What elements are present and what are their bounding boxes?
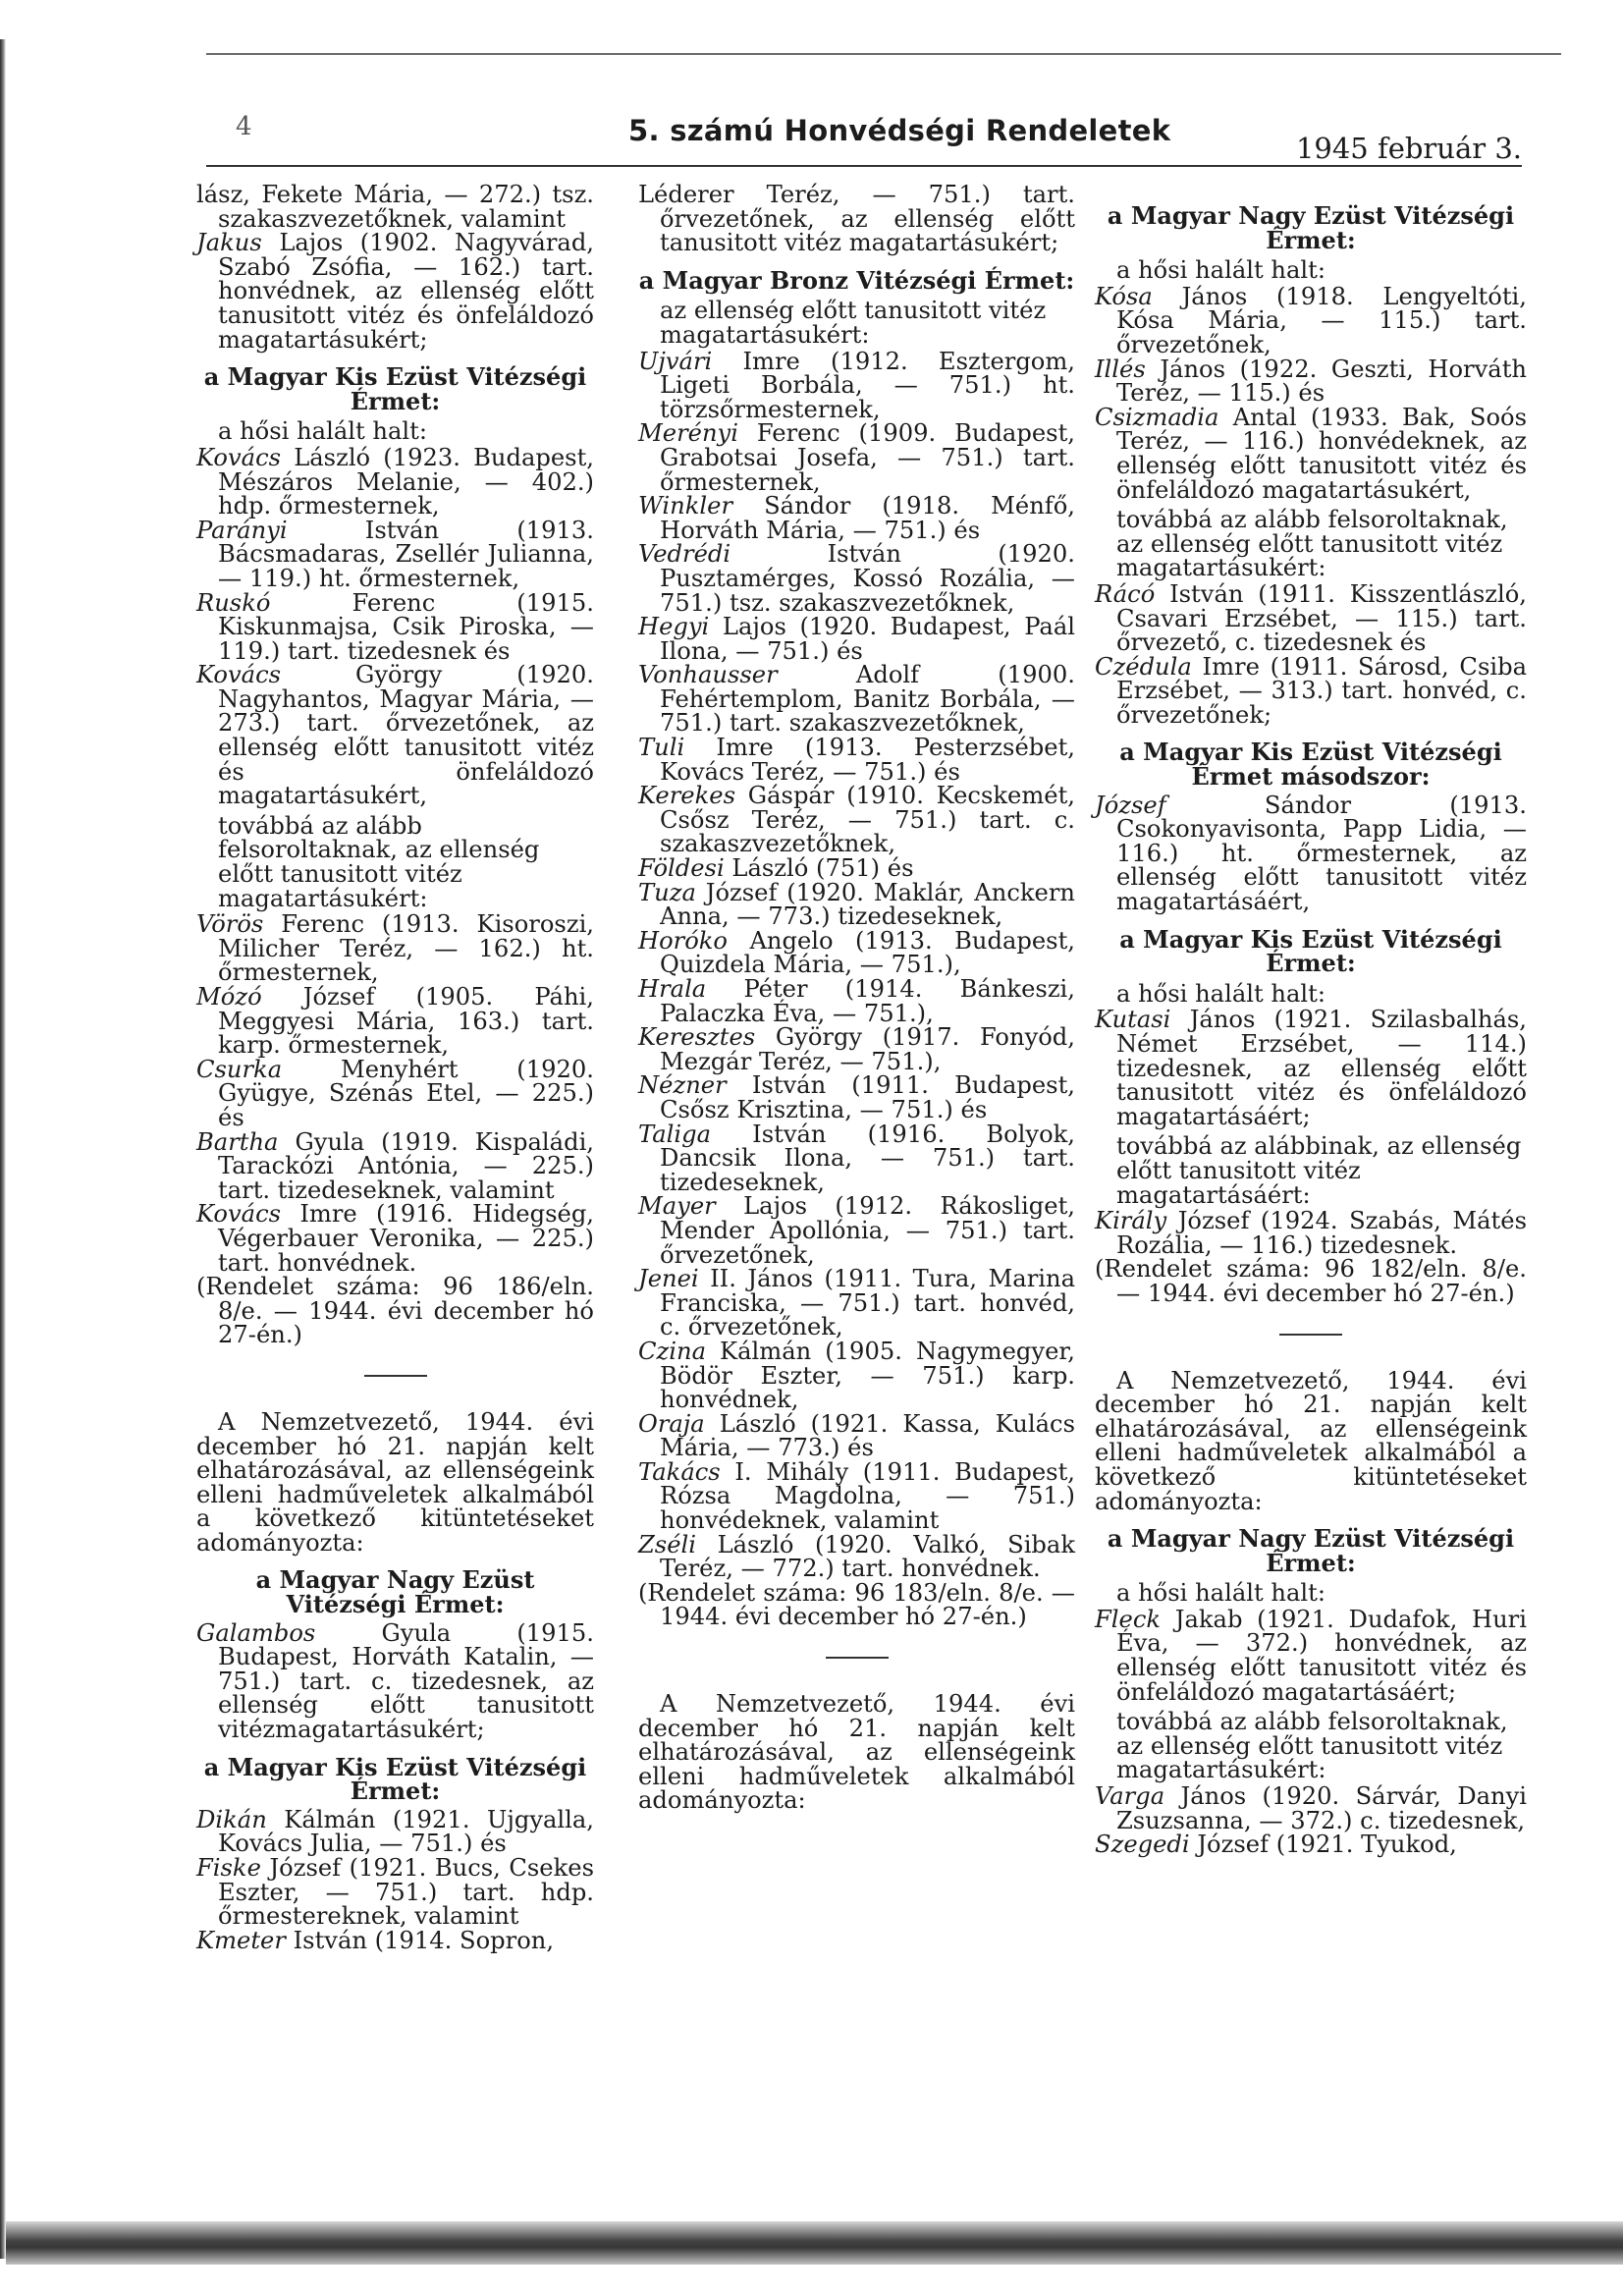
subheading: továbbá az alább felsoroltaknak, az ellenség előtt tanusitott vitéz magatartásukért: — [218, 811, 540, 912]
section-divider — [364, 1375, 427, 1377]
entry: Szegedi József (1921. Tyukod, — [1095, 1831, 1457, 1859]
entry: Kutasi János (1921. Szilasbalhás, Német Erzsébet, — 114.) tizedesnek, az ellenség előtt tanusitott vitéz és önfeláldozó magatartásáért; — [1095, 1006, 1527, 1130]
entry: Kovács György (1920. Nagyhantos, Magyar Mária, — 273.) tart. őrvezetőnek, az ellenség előtt tanusitott vitéz és önfeláldozó magatartásukért, — [196, 661, 594, 810]
entry: Csizmadia Antal (1933. Bak, Soós Teréz, — 116.) honvédeknek, az ellenség előtt tanusitott vitéz és önfeláldozó magatartásukért, — [1095, 403, 1527, 504]
medal-heading: a Magyar Kis Ezüst Vitézségi Érmet: — [203, 362, 587, 415]
entry: Vonhausser Adolf (1900. Fehértemplom, Banitz Borbála, — 751.) tart. szakaszvezetőknek, — [638, 661, 1075, 738]
entry: Fiske József (1921. Bucs, Csekes Eszter, — 751.) tart. hdp. őrmestereknek, valamint — [196, 1854, 594, 1931]
entry: Czédula Imre (1911. Sárosd, Csiba Erzsébet, — 313.) tart. honvéd, c. őrvezetőnek; — [1095, 652, 1527, 729]
top-border-rule — [206, 53, 1561, 55]
decree-paragraph: A Nemzetvezető, 1944. évi december hó 21. napján kelt elhatározásával, az ellenségeink elleni hadműveletek alkalmából a következő kitüntetéseket adományozta: — [196, 1407, 594, 1557]
entry: Kmeter István (1914. Sopron, — [196, 1926, 555, 1954]
entry: Kovács László (1923. Budapest, Mészáros Melanie, — 402.) hdp. őrmesternek, — [196, 443, 594, 520]
entry: Mayer Lajos (1912. Rákosliget, Mender Apollónia, — 751.) tart. őrvezetőnek, — [638, 1192, 1075, 1269]
medal-heading: a Magyar Nagy Ezüst Vitézségi Érmet: — [1107, 201, 1515, 254]
decree-reference: (Rendelet száma: 96 186/eln. 8/e. — 1944. évi december hó 27-én.) — [196, 1273, 594, 1349]
entry: Kovács Imre (1916. Hidegség, Végerbauer Veronika, — 225.) tart. honvédnek. — [196, 1200, 594, 1277]
entry: József Sándor (1913. Csokonyavisonta, Papp Lidia, — 116.) ht. őrmesternek, az ellenség előtt tanusitott vitéz magatartásáért, — [1095, 791, 1527, 916]
medal-heading: a Magyar Kis Ezüst Vitézségi Érmet: — [1119, 924, 1502, 978]
entry: Oraja László (1921. Kassa, Kulács Mária, — 773.) és — [638, 1409, 1075, 1462]
column-right — [1095, 183, 1527, 1857]
medal-heading: a Magyar Bronz Vitézségi Érmet: — [638, 265, 1075, 295]
subheading: a hősi halált halt: — [1116, 979, 1325, 1008]
entry: Kósa János (1918. Lengyeltóti, Kósa Mária, — 115.) tart. őrvezetőnek, — [1095, 282, 1527, 358]
medal-heading: a Magyar Nagy Ezüst Vitézségi Érmet: — [1107, 1524, 1515, 1577]
scan-edge-shadow — [0, 39, 6, 2259]
entry: Hrala Péter (1914. Bánkeszi, Palaczka Éva, — 751.), — [638, 975, 1075, 1027]
entry: Illés János (1922. Geszti, Horváth Teréz, — 115.) és — [1095, 355, 1527, 408]
entry: Taliga István (1916. Bolyok, Dancsik Ilona, — 751.) tart. tizedeseknek, — [638, 1120, 1075, 1196]
entry: Horóko Angelo (1913. Budapest, Quizdela Mária, — 751.), — [638, 926, 1075, 979]
entry: Vedrédi István (1920. Pusztamérges, Kossó Rozália, — 751.) tsz. szakaszvezetőknek, — [638, 540, 1075, 617]
entry: Merényi Ferenc (1909. Budapest, Grabotsai Josefa, — 751.) tart. őrmesternek, — [638, 419, 1075, 496]
entry: Rácó István (1911. Kisszentlászló, Csavari Erzsébet, — 115.) tart. őrvezető, c. tizedesnek és — [1095, 579, 1527, 657]
subheading: továbbá az alábbinak, az ellenség előtt tanusitott vitéz magatartásáért: — [1116, 1132, 1522, 1209]
entry: lász, Fekete Mária, — 272.) tsz. szakaszvezetőknek, valamint — [196, 181, 594, 233]
page-number: 4 — [236, 112, 252, 141]
subheading: a hősi halált halt: — [1116, 1579, 1325, 1608]
entry: Winkler Sándor (1918. Ménfő, Horváth Mária, — 751.) és — [638, 492, 1075, 544]
decree-reference: (Rendelet száma: 96 183/eln. 8/e. — 1944. évi december hó 27-én.) — [638, 1578, 1075, 1631]
entry: Mózó József (1905. Páhi, Meggyesi Mária, 163.) tart. karp. őrmesternek, — [196, 983, 594, 1060]
entry: Nézner István (1911. Budapest, Csősz Krisztina, — 751.) és — [638, 1071, 1075, 1123]
entry: Jakus Lajos (1902. Nagyvárad, Szabó Zsófia, — 162.) tart. honvédnek, az ellenség előtt tanusitott vitéz és önfeláldozó magatartásukért; — [196, 229, 594, 354]
column-left — [196, 183, 594, 1952]
entry: Czina Kálmán (1905. Nagymegyer, Bödör Eszter, — 751.) karp. honvédnek, — [638, 1337, 1075, 1414]
subheading: továbbá az alább felsoroltaknak, az ellenség előtt tanusitott vitéz magatartásukért: — [1116, 1708, 1508, 1784]
entry: Vörös Ferenc (1913. Kisoroszi, Milicher Teréz, — 162.) ht. őrmesternek, — [196, 910, 594, 987]
subheading: a hősi halált halt: — [218, 417, 427, 446]
medal-heading: a Magyar Nagy Ezüst Vitézségi Érmet: — [255, 1565, 535, 1619]
decree-reference: (Rendelet száma: 96 182/eln. 8/e. — 1944. évi december hó 27-én.) — [1095, 1255, 1527, 1307]
subheading: továbbá az alább felsoroltaknak, az ellenség előtt tanusitott vitéz magatartásukért: — [1116, 506, 1508, 582]
entry: Takács I. Mihály (1911. Budapest, Rózsa Magdolna, — 751.) honvédeknek, valamint — [638, 1457, 1075, 1535]
entry: Csurka Menyhért (1920. Gyügye, Szénás Etel, — 225.) és — [196, 1055, 594, 1131]
issue-date: 1945 február 3. — [1295, 132, 1522, 165]
publication-title: 5. számú Honvédségi Rendeletek — [628, 114, 1171, 147]
decree-paragraph: A Nemzetvezető, 1944. évi december hó 21. napján kelt elhatározásával, az ellenségeink elleni hadműveletek alkalmából a következő kitüntetéseket adományozta: — [1095, 1366, 1527, 1515]
header-rule — [206, 165, 1522, 167]
entry: Tuli Imre (1913. Pesterzsébet, Kovács Teréz, — 751.) és — [638, 734, 1075, 786]
entry: Jenei II. János (1911. Tura, Marina Franciska, — 751.) tart. honvéd, c. őrvezetőnek, — [638, 1265, 1075, 1341]
entry: Ruskó Ferenc (1915. Kiskunmajsa, Csik Piroska, — 119.) tart. tizedesnek és — [196, 588, 594, 665]
entry: Léderer Teréz, — 751.) tart. őrvezetőnek, az ellenség előtt tanusitott vitéz magatartásukért; — [638, 181, 1075, 257]
entry: Kerekes Gáspár (1910. Kecskemét, Csősz Teréz, — 751.) tart. c. szakaszvezetőknek, — [638, 782, 1075, 858]
entry: Tuza József (1920. Maklár, Anckern Anna, — 773.) tizedeseknek, — [638, 878, 1075, 931]
medal-heading: a Magyar Kis Ezüst Vitézségi Érmet másodszor: — [1119, 738, 1502, 792]
subheading: az ellenség előtt tanusitott vitéz magatartásukért: — [660, 297, 1047, 349]
section-divider — [1279, 1334, 1342, 1336]
entry: Galambos Gyula (1915. Budapest, Horváth Katalin, — 751.) tart. c. tizedesnek, az ellenség előtt tanusitott vitézmagatartásukért; — [196, 1618, 594, 1744]
column-middle — [638, 183, 1075, 1817]
medal-heading: a Magyar Kis Ezüst Vitézségi Érmet: — [203, 1752, 587, 1806]
section-divider — [826, 1657, 889, 1659]
entry: Parányi István (1913. Bácsmadaras, Zsellér Julianna, — 119.) ht. őrmesternek, — [196, 516, 594, 592]
decree-paragraph: A Nemzetvezető, 1944. évi december hó 21. napján kelt elhatározásával, az ellenségeink elleni hadműveletek alkalmából adományozta: — [638, 1690, 1075, 1815]
entry: Ujvári Imre (1912. Esztergom, Ligeti Borbála, — 751.) ht. törzsőrmesternek, — [638, 347, 1075, 423]
entry: Bartha Gyula (1919. Kispaládi, Tarackózi Antónia, — 225.) tart. tizedeseknek, valamint — [196, 1127, 594, 1204]
entry: Varga János (1920. Sárvár, Danyi Zsuzsanna, — 372.) c. tizedesnek, — [1095, 1782, 1527, 1834]
entry: Király József (1924. Szabás, Mátés Rozália, — 116.) tizedesnek. — [1095, 1207, 1527, 1259]
entry: Keresztes György (1917. Fonyód, Mezgár Teréz, — 751.), — [638, 1023, 1075, 1075]
entry: Dikán Kálmán (1921. Ujgyalla, Kovács Julia, — 751.) és — [196, 1805, 594, 1858]
scan-bottom-smear — [6, 2221, 1623, 2265]
entry: Hegyi Lajos (1920. Budapest, Paál Ilona, — 751.) és — [638, 613, 1075, 665]
entry: Fleck Jakab (1921. Dudafok, Huri Éva, — 372.) honvédnek, az ellenség előtt tanusitott vitéz és önfeláldozó magatartásáért; — [1095, 1605, 1527, 1706]
subheading: a hősi halált halt: — [1116, 256, 1325, 285]
page-header — [206, 110, 1522, 165]
entry: Zséli László (1920. Valkó, Sibak Teréz, — 772.) tart. honvédnek. — [638, 1530, 1075, 1583]
entry: Földesi László (751) és — [638, 854, 914, 883]
